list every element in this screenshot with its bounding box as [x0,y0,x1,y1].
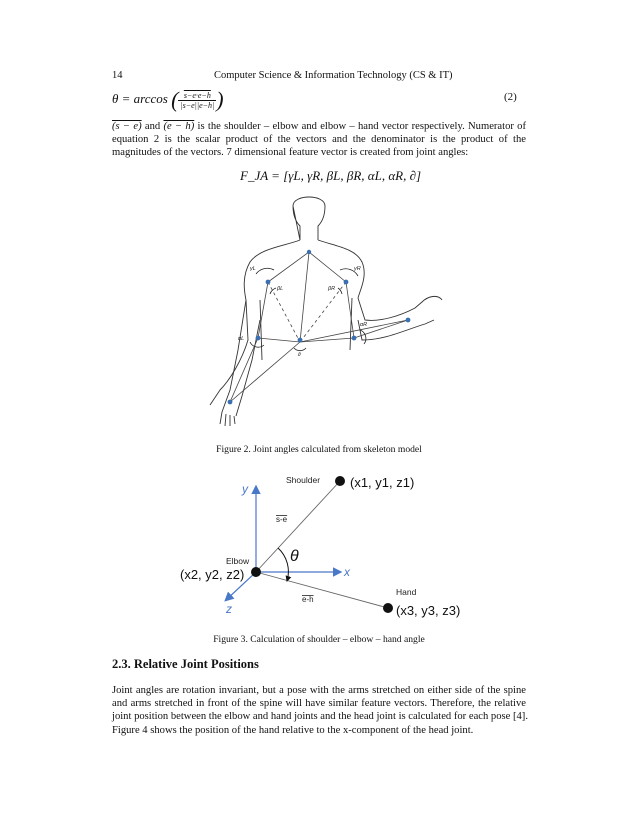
theta-label: θ [290,548,299,565]
vector-eh-label: e-h [302,595,314,604]
paragraph-joint-vectors [112,120,526,160]
equation-2-numerator: s−e·e−h [178,91,216,101]
label-alpha-left: αL [238,336,245,342]
vector-notation: (s − e) [112,121,142,132]
label-alpha-right: αR [360,322,368,328]
figure-3-angle-diagram [170,465,470,630]
hand-joint [383,603,393,613]
page-number: 14 [112,70,123,81]
equation-2-close-paren: ) [216,87,224,113]
skeleton-lines [230,252,408,402]
paragraph-line: Figure 4 shows the position of the hand relative to the x-component of the head joint. [112,724,474,736]
hand-coordinate: (x3, y3, z3) [396,603,461,618]
figure-2-skeleton-diagram [190,190,450,430]
shoulder-coordinate: (x1, y1, z1) [350,475,415,490]
text-run: magnitudes of the vectors. 7 dimensional feature vector is created from joint angles: [112,147,469,159]
vector-notation: (e − h) [163,121,195,132]
label-beta-right: βR [328,286,336,292]
label-beta-left: βL [277,286,284,292]
label-gamma-right: γR [354,266,361,272]
equation-2-fraction [178,91,216,110]
equation-2-open-paren: ( [171,87,179,113]
paragraph-line: Joint angles are rotation invariant, but a pose with the arms stretched on either side of the spine [112,685,526,696]
paragraph-line: joint position between the elbow and hand joints and the head joint is calculated for each pose [4]. [112,711,528,723]
paragraph-relative-joint-positions [112,684,526,737]
running-header: Computer Science & Information Technology (CS & IT) [214,70,453,81]
figure-2-caption: Figure 2. Joint angles calculated from skeleton model [216,444,422,455]
shoulder-label: Shoulder [286,475,321,485]
elbow-label: Elbow [226,556,250,566]
paragraph-line [112,120,526,133]
section-heading: 2.3. Relative Joint Positions [112,657,259,671]
figure-3-caption: Figure 3. Calculation of shoulder – elbow – hand angle [213,634,425,645]
equation-2-denominator: |s−e||e−h| [180,100,215,110]
equation-2-lhs: θ = arccos [112,91,168,106]
equation-2 [112,86,224,112]
text-run: is the shoulder – elbow and elbow – hand vector respectively. Numerator of [194,121,527,132]
body-outline [210,197,442,426]
x-axis-label: x [344,565,350,579]
paragraph-line [112,146,526,159]
vector-se-label: s-e [276,515,288,524]
paragraph-line [112,133,526,146]
text-run: and [141,121,164,132]
elbow-hand-vector [256,572,388,608]
label-partial: ∂ [298,352,301,358]
elbow-coordinate: (x2, y2, z2) [180,567,245,582]
label-gamma-left: γL [250,266,256,272]
shoulder-joint [335,476,345,486]
theta-arc [278,548,288,581]
z-axis-label: z [226,602,232,616]
elbow-joint [251,567,261,577]
y-axis-label: y [242,482,248,496]
equation-2-number: (2) [504,91,517,103]
joint-points [228,250,411,405]
feature-vector-equation: F_JA = [γL, γR, βL, βR, αL, αR, ∂] [240,168,422,183]
paragraph-line: and arms stretched in front of the spine will have similar feature vectors. Therefore, the relative [112,698,526,710]
text-run: equation 2 is the scalar product of the vectors and the denominator is the product of the [112,134,526,146]
hand-label: Hand [396,587,417,597]
